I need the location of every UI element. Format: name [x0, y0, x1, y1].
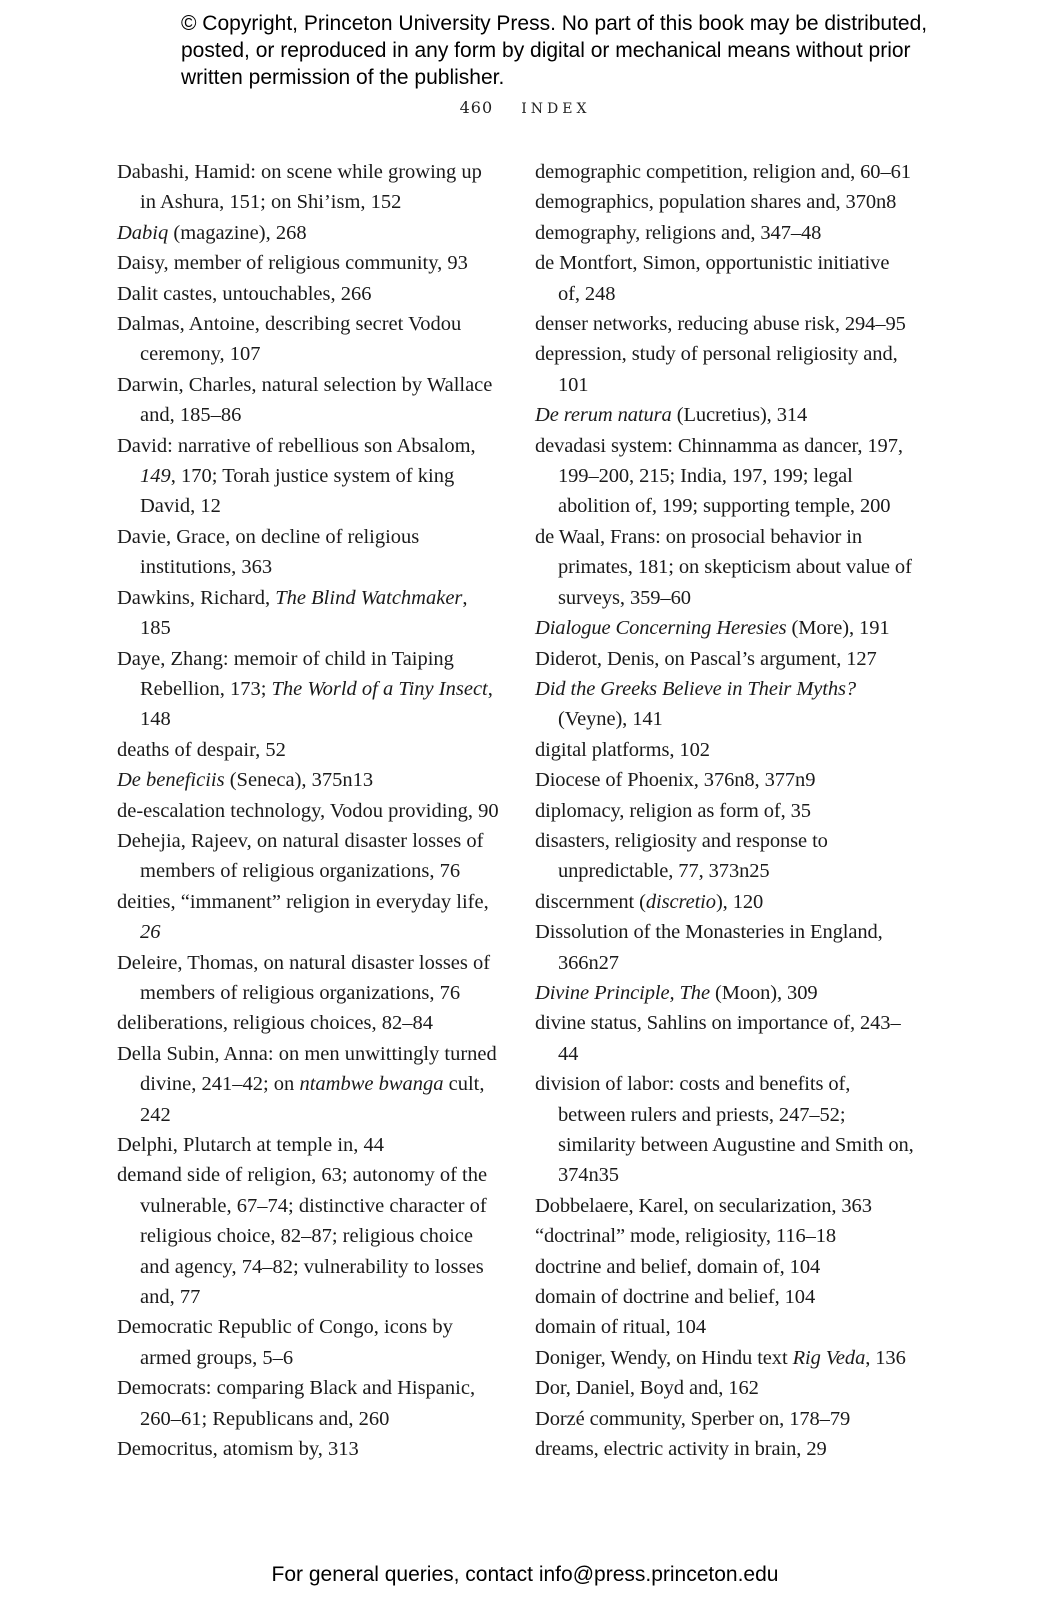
contact-footer: For general queries, contact info@press.princeton.edu	[271, 1563, 779, 1586]
index-entry	[117, 796, 501, 826]
index-entry-text: (magazine), 268	[168, 221, 307, 244]
index-entry	[535, 1373, 915, 1403]
index-entry-text: Dissolution of the Monasteries in England, 366n27	[535, 921, 883, 974]
index-entry	[535, 1404, 915, 1434]
index-entry	[535, 400, 915, 430]
index-entry	[117, 948, 501, 1009]
index-entry-text: denser networks, reducing abuse risk, 294–95	[535, 313, 906, 336]
index-entry-text: (Veyne), 141	[558, 708, 663, 731]
index-entry	[117, 887, 501, 948]
index-entry	[535, 339, 915, 400]
index-entry-text: Dabashi, Hamid: on scene while growing up in Ashura, 151; on Shi’ism, 152	[117, 161, 482, 214]
index-entry-text: domain of ritual, 104	[535, 1316, 706, 1339]
index-entry-text: Diocese of Phoenix, 376n8, 377n9	[535, 769, 816, 792]
index-entry-text: Delphi, Plutarch at temple in, 44	[117, 1134, 385, 1156]
index-entry	[117, 370, 501, 431]
index-entry-text: demographics, population shares and, 370n8	[535, 191, 897, 214]
index-entry	[535, 1434, 915, 1464]
index-entry	[117, 1312, 501, 1373]
index-entry-text: demography, religions and, 347–48	[535, 221, 822, 244]
index-entry	[535, 613, 915, 643]
index-entry	[535, 157, 915, 187]
index-entry	[117, 1434, 501, 1464]
index-entry	[535, 248, 915, 309]
index-entry-text: Democratic Republic of Congo, icons by armed groups, 5–6	[117, 1316, 453, 1369]
index-entry-text: Doniger, Wendy, on Hindu text	[535, 1346, 793, 1369]
index-entry-italic: De beneficiis	[117, 769, 225, 792]
index-entry-text: demand side of religion, 63; autonomy of the vulnerable, 67–74; distinctive character of religious choice, 82–87; religious choice and agency, 74–82; vulnerability to losses and, 77	[117, 1164, 488, 1309]
index-entry	[117, 583, 501, 644]
index-entry-text: de Waal, Frans: on prosocial behavior in primates, 181; on skepticism about value of surveys, 359–60	[535, 525, 912, 609]
index-entry	[117, 1160, 501, 1312]
index-entry	[535, 431, 915, 522]
index-entry	[535, 765, 915, 795]
index-entry-text: David: narrative of rebellious son Absalom,	[117, 434, 476, 457]
index-entry-italic: 26	[140, 921, 161, 944]
index-entry	[535, 1252, 915, 1282]
index-entry-text: Dalit castes, untouchables, 266	[117, 282, 372, 305]
index-column-right	[535, 157, 915, 1464]
index-entry	[535, 187, 915, 217]
index-entry-text: , 185	[140, 586, 468, 640]
index-entry-text: Dalmas, Antoine, describing secret Vodou ceremony, 107	[117, 313, 462, 366]
index-entry	[535, 1282, 915, 1312]
index-entry-text: discernment (	[535, 890, 646, 913]
index-entry	[117, 1039, 501, 1130]
index-entry-text: deliberations, religious choices, 82–84	[117, 1012, 433, 1035]
index-entry	[117, 1130, 501, 1160]
index-entry	[535, 1191, 915, 1221]
index-entry-text: (Moon), 309	[709, 981, 818, 1004]
index-entry	[117, 826, 501, 887]
index-entry	[117, 218, 501, 248]
index-entry	[535, 1008, 915, 1069]
index-entry	[117, 522, 501, 583]
index-entry-text: Dobbelaere, Karel, on secularization, 363	[535, 1194, 872, 1217]
index-entry-text: divine status, Sahlins on importance of, 243–44	[535, 1012, 901, 1065]
index-entry	[117, 644, 501, 735]
index-entry-text: , 136	[865, 1346, 906, 1369]
index-entry-text: Daye, Zhang: memoir of child in Taiping Rebellion, 173;	[117, 647, 454, 700]
index-entry-text: devadasi system: Chinnamma as dancer, 197, 199–200, 215; India, 197, 199; legal abolition of, 199; supporting temple, 200	[535, 434, 903, 518]
index-entry	[117, 765, 501, 795]
index-entry-italic: The Blind Watchmaker	[275, 586, 463, 609]
index-entry-text: digital platforms, 102	[535, 738, 710, 761]
index-entry-italic: ntambwe bwanga	[299, 1073, 444, 1096]
section-title: INDEX	[521, 101, 591, 117]
running-head	[0, 98, 1050, 117]
index-entry	[117, 309, 501, 370]
index-entry	[117, 279, 501, 309]
index-entry-text: cult, 242	[140, 1073, 485, 1126]
index-entry	[535, 309, 915, 339]
index-entry-text: (More), 191	[786, 617, 890, 640]
index-entry-text: , 148	[140, 677, 493, 731]
index-entry-text: doctrine and belief, domain of, 104	[535, 1255, 821, 1278]
index-entry	[535, 674, 915, 735]
index-entry-text: Dawkins, Richard,	[117, 586, 276, 609]
index-entry	[535, 796, 915, 826]
index-entry-text: Diderot, Denis, on Pascal’s argument, 127	[535, 647, 877, 670]
index-entry-text: diplomacy, religion as form of, 35	[535, 799, 811, 822]
index-entry-text: Deleire, Thomas, on natural disaster losses of members of religious organizations, 76	[117, 951, 491, 1004]
copyright-notice: © Copyright, Princeton University Press. No part of this book may be distributed, posted, or reproduced in any form by digital or mechanical means without prior written permission of the publisher.	[181, 12, 928, 89]
index-entry-text: Daisy, member of religious community, 93	[117, 252, 468, 275]
index-entry-italic: Divine Principle, The	[535, 981, 710, 1004]
index-entry-italic: The World of a Tiny Insect	[271, 677, 488, 700]
index-entry	[535, 978, 915, 1008]
index-entry	[535, 522, 915, 613]
index-entry	[535, 917, 915, 978]
index-entry-text: Dor, Daniel, Boyd and, 162	[535, 1377, 759, 1400]
index-entry	[117, 735, 501, 765]
index-entry	[535, 887, 915, 917]
index-entry	[117, 1373, 501, 1434]
index-entry-italic: discretio	[645, 890, 716, 913]
index-entry	[117, 248, 501, 278]
index-entry	[117, 157, 501, 218]
index-entry-text: Davie, Grace, on decline of religious institutions, 363	[117, 525, 420, 579]
index-entry-italic: Did the Greeks Believe in Their Myths?	[535, 677, 857, 700]
index-entry-text: deaths of despair, 52	[117, 738, 286, 761]
page-number: 460	[459, 98, 494, 117]
index-entry	[535, 1221, 915, 1251]
index-entry	[535, 644, 915, 674]
index-entry-text: deities, “immanent” religion in everyday life,	[117, 890, 489, 913]
index-entry-text: domain of doctrine and belief, 104	[535, 1286, 816, 1309]
index-entry	[535, 218, 915, 248]
index-entry	[535, 1343, 915, 1373]
index-entry-text: depression, study of personal religiosity and, 101	[535, 343, 898, 396]
index-entry-text: Dorzé community, Sperber on, 178–79	[535, 1407, 851, 1430]
index-entry-italic: Dialogue Concerning Heresies	[535, 617, 787, 640]
index-entry-text: disasters, religiosity and response to unpredictable, 77, 373n25	[535, 829, 828, 883]
index-entry-text: division of labor: costs and benefits of, between rulers and priests, 247–52; similarity between Augustine and Smith on, 374n35	[535, 1073, 914, 1187]
index-entry-text: (Seneca), 375n13	[224, 769, 374, 792]
index-entry	[117, 1008, 501, 1038]
index-entry-text: Dehejia, Rajeev, on natural disaster losses of members of religious organizations, 76	[117, 829, 484, 883]
index-entry-text: , 170; Torah justice system of king David, 12	[140, 465, 455, 518]
index-entry-text: Della Subin, Anna: on men unwittingly turned divine, 241–42; on	[117, 1042, 497, 1096]
index-entry-text: Democritus, atomism by, 313	[117, 1438, 359, 1461]
index-entry-italic: Dabiq	[117, 221, 169, 244]
index-entry-text: Democrats: comparing Black and Hispanic, 260–61; Republicans and, 260	[117, 1377, 476, 1430]
index-entry-text: (Lucretius), 314	[671, 404, 808, 427]
index-entry-text: “doctrinal” mode, religiosity, 116–18	[535, 1225, 837, 1248]
index-column-left	[117, 157, 501, 1464]
index-entry	[535, 735, 915, 765]
index-entry	[535, 1312, 915, 1342]
index-entry-text: Darwin, Charles, natural selection by Wallace and, 185–86	[117, 373, 493, 427]
index-entry-text: demographic competition, religion and, 60–61	[535, 161, 911, 183]
index-entry-italic: Rig Veda	[792, 1346, 866, 1369]
index-entry-text: ), 120	[715, 890, 764, 913]
index-entry-text: de-escalation technology, Vodou providing, 90	[117, 799, 499, 822]
index-entry-italic: De rerum natura	[535, 404, 672, 427]
index-entry	[117, 431, 501, 522]
index-entry-text: de Montfort, Simon, opportunistic initiative of, 248	[535, 252, 890, 305]
index-entry-italic: 149	[140, 465, 171, 488]
index-entry-text: dreams, electric activity in brain, 29	[535, 1438, 827, 1461]
index-entry	[535, 826, 915, 887]
index-entry	[535, 1069, 915, 1191]
